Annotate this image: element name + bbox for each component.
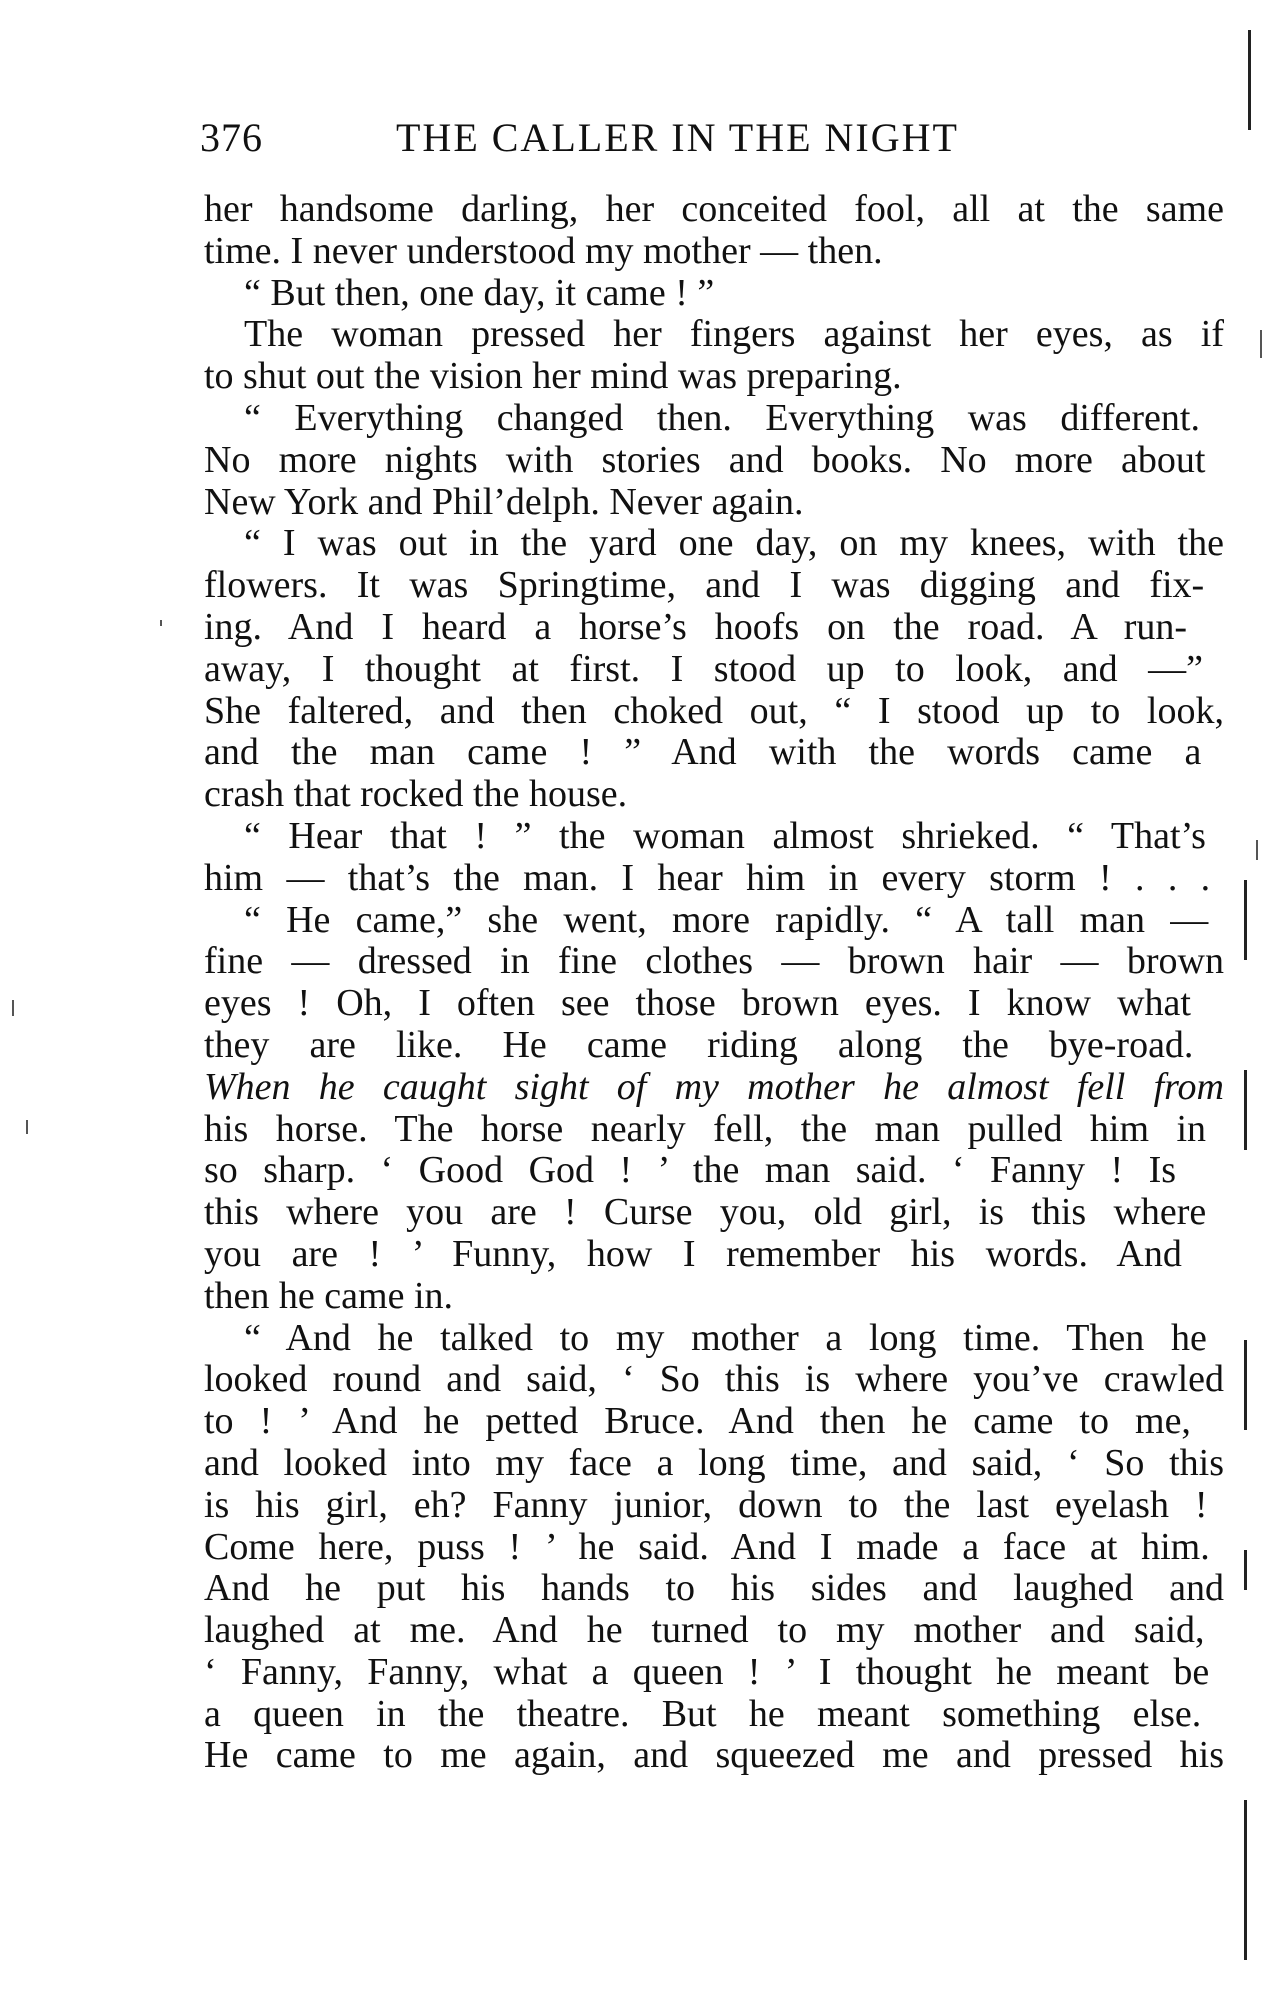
- text-line: And he put his hands to his sides and laughed and: [204, 1568, 1224, 1610]
- text-line: “ I was out in the yard one day, on my knees, with the: [244, 523, 1224, 565]
- scan-edge-mark: [1244, 1070, 1247, 1150]
- text-line: ‘ Fanny, Fanny, what a queen ! ’ I thought he meant be: [204, 1651, 1210, 1693]
- scan-edge-mark: [1256, 840, 1258, 860]
- text-line: time. I never understood my mother — then.: [204, 230, 883, 272]
- scan-edge-mark: [1244, 1340, 1247, 1430]
- text-line: “ He came,” she went, more rapidly. “ A tall man —: [244, 899, 1209, 941]
- text-line: you are ! ’ Funny, how I remember his words. And: [204, 1233, 1182, 1275]
- text-line: fine — dressed in fine clothes — brown hair — brown: [204, 941, 1224, 983]
- text-line: “ Hear that ! ” the woman almost shrieked. “ That’s: [244, 815, 1206, 857]
- scan-edge-mark: [12, 1000, 14, 1016]
- text-line: to ! ’ And he petted Bruce. And then he came to me,: [204, 1401, 1191, 1443]
- text-line: and the man came ! ” And with the words came a: [204, 732, 1202, 774]
- text-line: flowers. It was Springtime, and I was digging and fix-: [204, 565, 1205, 607]
- page-number: 376: [200, 115, 263, 160]
- scan-edge-mark: [160, 620, 162, 626]
- text-line: looked round and said, ‘ So this is where you’ve crawled: [204, 1359, 1224, 1401]
- scan-edge-mark: [1244, 880, 1247, 960]
- text-line: a queen in the theatre. But he meant something else.: [204, 1693, 1202, 1735]
- scan-edge-mark: [26, 1120, 28, 1134]
- text-line: so sharp. ‘ Good God ! ’ the man said. ‘ Fanny ! Is: [204, 1150, 1177, 1192]
- text-line: to shut out the vision her mind was preparing.: [204, 356, 902, 398]
- text-line: away, I thought at first. I stood up to look, and —”: [204, 648, 1203, 690]
- text-line: laughed at me. And he turned to my mother and said,: [204, 1610, 1205, 1652]
- text-line: No more nights with stories and books. No more about: [204, 439, 1206, 481]
- scan-edge-mark: [1260, 330, 1262, 358]
- text-line: He came to me again, and squeezed me and pressed his: [204, 1735, 1224, 1777]
- running-title: THE CALLER IN THE NIGHT: [396, 115, 959, 160]
- text-line: “ And he talked to my mother a long time. Then he: [244, 1317, 1207, 1359]
- text-line: this where you are ! Curse you, old girl, is this where: [204, 1192, 1207, 1234]
- page-header: [200, 114, 1070, 174]
- text-line: New York and Phil’delph. Never again.: [204, 481, 804, 523]
- text-line: When he caught sight of my mother he almost fell from: [204, 1066, 1224, 1108]
- text-line: “ Everything changed then. Everything was different.: [244, 397, 1200, 439]
- text-line: and looked into my face a long time, and said, ‘ So this: [204, 1442, 1224, 1484]
- scan-edge-mark: [1244, 1550, 1247, 1590]
- text-line: She faltered, and then choked out, “ I stood up to look,: [204, 690, 1224, 732]
- text-line: crash that rocked the house.: [204, 774, 628, 816]
- scan-edge-mark: [1244, 1800, 1247, 1960]
- text-line: Come here, puss ! ’ he said. And I made a face at him.: [204, 1526, 1210, 1568]
- scan-edge-mark: [1248, 30, 1251, 130]
- text-line: ing. And I heard a horse’s hoofs on the road. A run-: [204, 606, 1188, 648]
- text-line: “ But then, one day, it came ! ”: [244, 272, 715, 314]
- text-line: is his girl, eh? Fanny junior, down to the last eyelash !: [204, 1484, 1208, 1526]
- text-line: they are like. He came riding along the bye-road.: [204, 1024, 1194, 1066]
- text-line: his horse. The horse nearly fell, the man pulled him in: [204, 1108, 1207, 1150]
- text-line: him — that’s the man. I hear him in every storm ! . . .: [204, 857, 1211, 899]
- text-line: then he came in.: [204, 1275, 454, 1317]
- text-line: The woman pressed her fingers against her eyes, as if: [244, 314, 1224, 356]
- text-line: eyes ! Oh, I often see those brown eyes. I know what: [204, 983, 1191, 1025]
- text-line: her handsome darling, her conceited fool, all at the same: [204, 189, 1224, 230]
- body-text: [204, 189, 1224, 1777]
